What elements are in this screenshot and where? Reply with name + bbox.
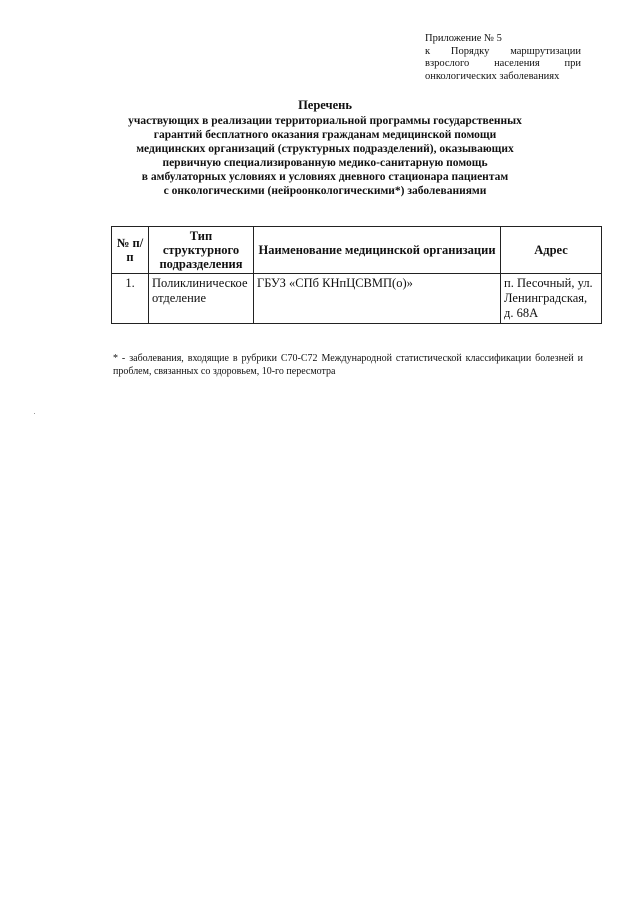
table-header-row: [112, 227, 602, 274]
cell-name: ГБУЗ «СПб КНпЦСВМП(о)»: [254, 274, 501, 324]
appendix-word: населения: [494, 58, 540, 69]
title-line: гарантий бесплатного оказания гражданам медицинской помощи: [153, 129, 497, 141]
title-line: участвующих в реализации территориальной программы государственных: [128, 115, 522, 127]
header-address: Адрес: [501, 227, 602, 274]
organizations-table: [111, 226, 602, 324]
cell-type: Поликлиническое отделение: [149, 274, 254, 324]
scan-speck: [34, 413, 35, 414]
header-name: Наименование медицинской организации: [254, 227, 501, 274]
header-num: № п/п: [112, 227, 149, 274]
footnote: * - заболевания, входящие в рубрики С70-С72 Международной статистической классификации болезней и проблем, связанных со здоровьем, 10-го пересмотра: [113, 353, 583, 377]
cell-address: п. Песочный, ул. Ленинградская, д. 68А: [501, 274, 602, 324]
title-heading: Перечень: [298, 98, 352, 112]
table-row: [112, 274, 602, 324]
title-line: в амбулаторных условиях и условиях дневного стационара пациентам: [141, 171, 509, 183]
appendix-word: к: [425, 45, 431, 57]
appendix-line-2: [425, 46, 581, 59]
title-line: с онкологическими (нейроонкологическими*) заболеваниями: [163, 185, 487, 197]
appendix-note: [425, 33, 581, 83]
title-line: медицинских организаций (структурных подразделений), оказывающих: [136, 143, 514, 155]
appendix-line-1: Приложение № 5: [425, 33, 502, 44]
appendix-line-4: онкологических заболеваниях: [425, 70, 560, 82]
appendix-line-3: [425, 58, 581, 71]
appendix-word: маршрутизации: [510, 45, 582, 57]
appendix-word: при: [564, 58, 582, 69]
header-type: Тип структурного подразделения: [149, 227, 254, 274]
document-title: [120, 98, 530, 198]
appendix-word: взрослого: [425, 58, 470, 69]
cell-num: 1.: [112, 274, 149, 324]
title-line: первичную специализированную медико-санитарную помощь: [162, 157, 488, 169]
appendix-word: Порядку: [450, 45, 490, 57]
